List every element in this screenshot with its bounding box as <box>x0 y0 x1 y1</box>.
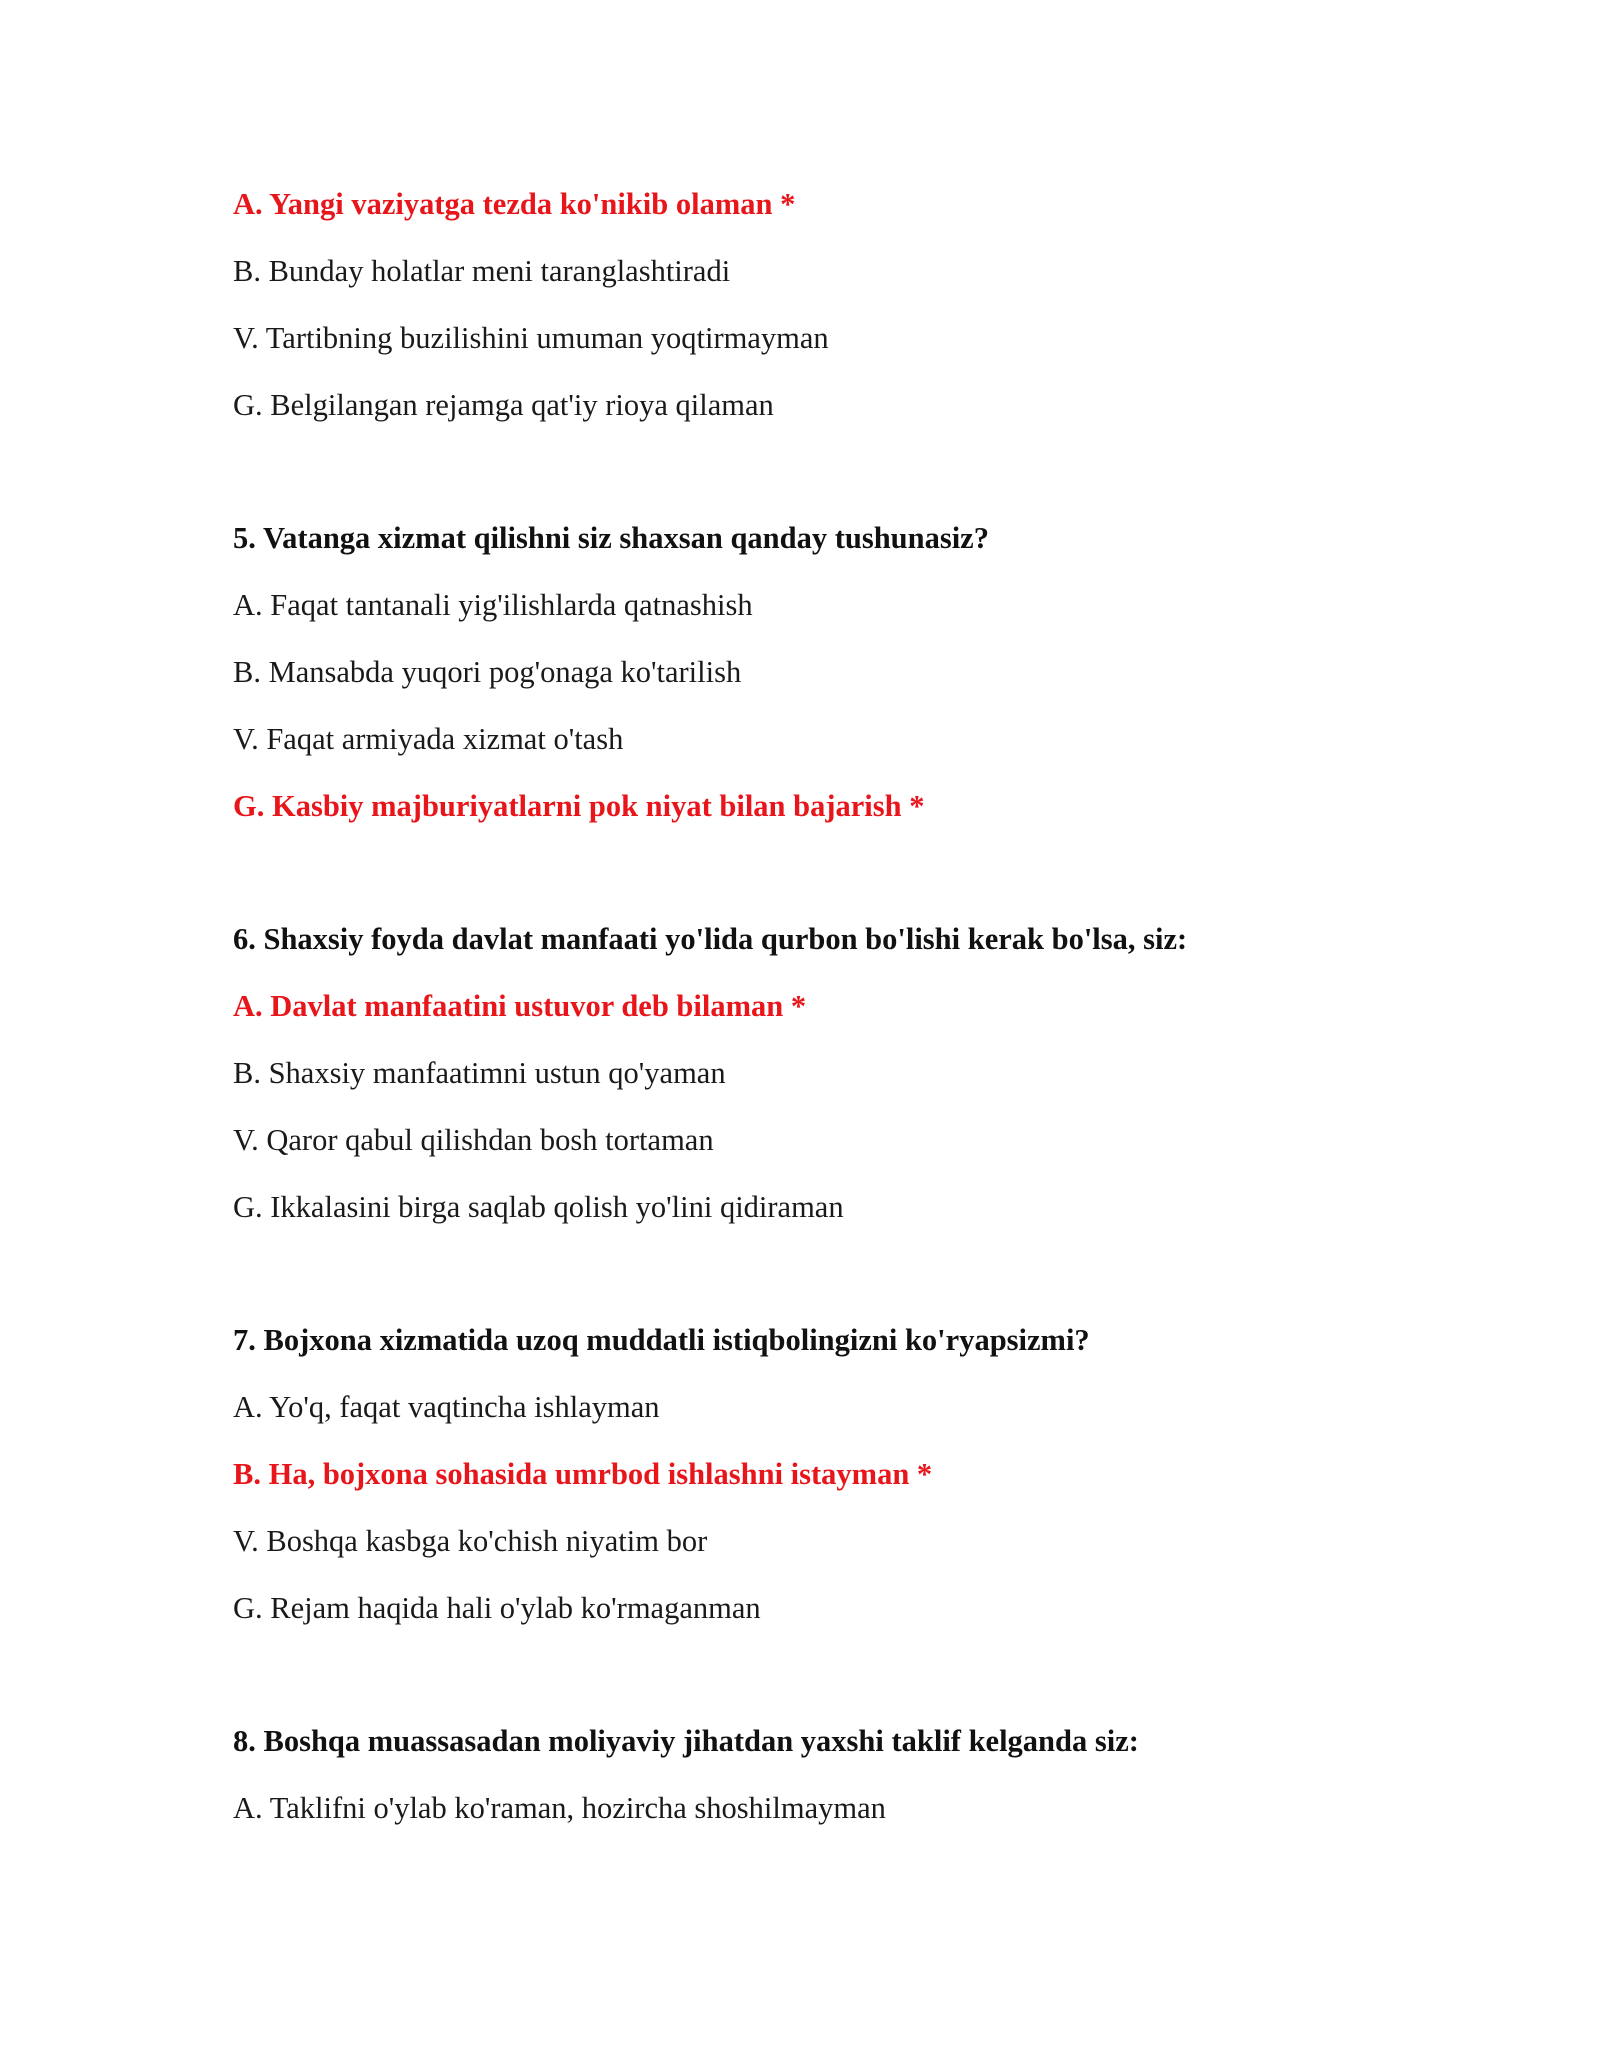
answer-option: A. Taklifni o'ylab ko'raman, hozircha shoshilmayman <box>233 1791 886 1825</box>
answer-option: G. Rejam haqida hali o'ylab ko'rmaganman <box>233 1591 761 1625</box>
answer-option: G. Kasbiy majburiyatlarni pok niyat bilan bajarish * <box>233 789 925 823</box>
question-title: 8. Boshqa muassasadan moliyaviy jihatdan yaxshi taklif kelganda siz: <box>233 1724 1139 1758</box>
answer-option: A. Yangi vaziyatga tezda ko'nikib olaman * <box>233 187 796 221</box>
answer-option: B. Mansabda yuqori pog'onaga ko'tarilish <box>233 655 742 689</box>
question-title: 6. Shaxsiy foyda davlat manfaati yo'lida qurbon bo'lishi kerak bo'lsa, siz: <box>233 922 1188 956</box>
answer-option: B. Ha, bojxona sohasida umrbod ishlashni istayman * <box>233 1457 933 1491</box>
answer-option: A. Davlat manfaatini ustuvor deb bilaman * <box>233 989 807 1023</box>
answer-option: G. Ikkalasini birga saqlab qolish yo'lini qidiraman <box>233 1190 844 1224</box>
answer-option: B. Bunday holatlar meni taranglashtiradi <box>233 254 731 288</box>
answer-option: A. Yo'q, faqat vaqtincha ishlayman <box>233 1390 660 1424</box>
answer-option: V. Tartibning buzilishini umuman yoqtirmayman <box>233 321 829 355</box>
question-title: 7. Bojxona xizmatida uzoq muddatli istiqbolingizni ko'ryapsizmi? <box>233 1323 1090 1357</box>
answer-option: B. Shaxsiy manfaatimni ustun qo'yaman <box>233 1056 726 1090</box>
question-title: 5. Vatanga xizmat qilishni siz shaxsan qanday tushunasiz? <box>233 521 989 555</box>
answer-option: V. Faqat armiyada xizmat o'tash <box>233 722 624 756</box>
answer-option: V. Qaror qabul qilishdan bosh tortaman <box>233 1123 714 1157</box>
answer-option: V. Boshqa kasbga ko'chish niyatim bor <box>233 1524 708 1558</box>
answer-option: G. Belgilangan rejamga qat'iy rioya qilaman <box>233 388 774 422</box>
answer-option: A. Faqat tantanali yig'ilishlarda qatnashish <box>233 588 753 622</box>
